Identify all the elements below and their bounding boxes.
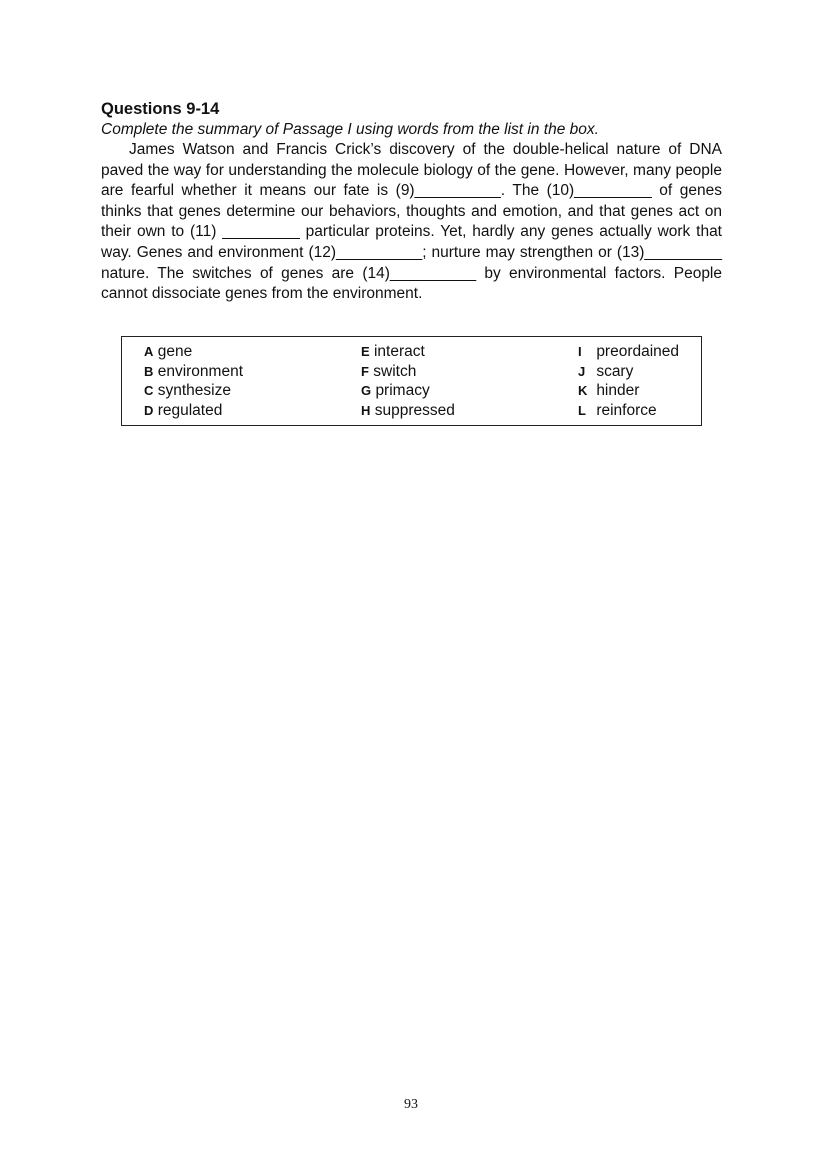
option-letter: J xyxy=(578,363,586,379)
option-word: suppressed xyxy=(374,401,455,419)
word-option-k xyxy=(578,381,679,401)
option-letter: G xyxy=(361,383,372,398)
option-letter: H xyxy=(361,402,371,418)
option-word: hinder xyxy=(596,382,640,399)
option-word: interact xyxy=(373,343,425,360)
option-word: switch xyxy=(373,362,417,380)
word-option-c xyxy=(144,381,243,401)
option-word: gene xyxy=(157,343,193,360)
word-option-h xyxy=(361,401,455,421)
option-letter: I xyxy=(578,344,582,359)
option-letter: F xyxy=(361,363,369,379)
instruction-text: Complete the summary of Passage I using words from the list in the box. xyxy=(101,121,599,138)
word-list-column-2 xyxy=(361,342,455,420)
option-word: preordained xyxy=(596,343,680,360)
word-list-column-3 xyxy=(578,342,679,420)
option-word: reinforce xyxy=(596,401,657,419)
word-option-f xyxy=(361,362,455,382)
summary-paragraph: James Watson and Francis Crick’s discovery of the double-helical nature of DNA paved the way for understanding the molecule biology of the gene. However, many people are fearful whether it means our fate is (9)__________. The (10)_________ of genes thinks that genes determine our behaviors, thoughts and emotion, and that genes act on their own to (11) _________ particular proteins. Yet, hardly any genes actually work that way. Genes and environment (12)__________; nurture may strengthen or (13)_________ nature. The switches of genes are (14)__________ by environmental factors. People cannot dissociate genes from the environment. xyxy=(101,141,722,303)
option-letter: E xyxy=(361,344,370,359)
option-letter: A xyxy=(144,344,154,359)
option-letter: C xyxy=(144,383,154,398)
option-word: scary xyxy=(596,362,634,380)
word-option-j xyxy=(578,362,679,382)
option-letter: K xyxy=(578,383,588,398)
option-letter: B xyxy=(144,363,154,379)
word-option-g xyxy=(361,381,455,401)
word-option-e xyxy=(361,342,455,362)
option-letter: L xyxy=(578,402,586,418)
word-option-a xyxy=(144,342,243,362)
option-letter: D xyxy=(144,402,154,418)
option-word: primacy xyxy=(375,382,430,399)
word-option-i xyxy=(578,342,679,362)
section-heading: Questions 9-14 xyxy=(101,100,220,118)
word-list-column-1 xyxy=(144,342,243,420)
option-word: environment xyxy=(157,362,243,380)
option-word: synthesize xyxy=(157,382,231,399)
option-word: regulated xyxy=(157,401,223,419)
word-option-l xyxy=(578,401,679,421)
word-list-box xyxy=(121,336,702,426)
question-section xyxy=(101,99,722,305)
page-number: 93 xyxy=(404,1097,418,1112)
word-option-d xyxy=(144,401,243,421)
word-option-b xyxy=(144,362,243,382)
